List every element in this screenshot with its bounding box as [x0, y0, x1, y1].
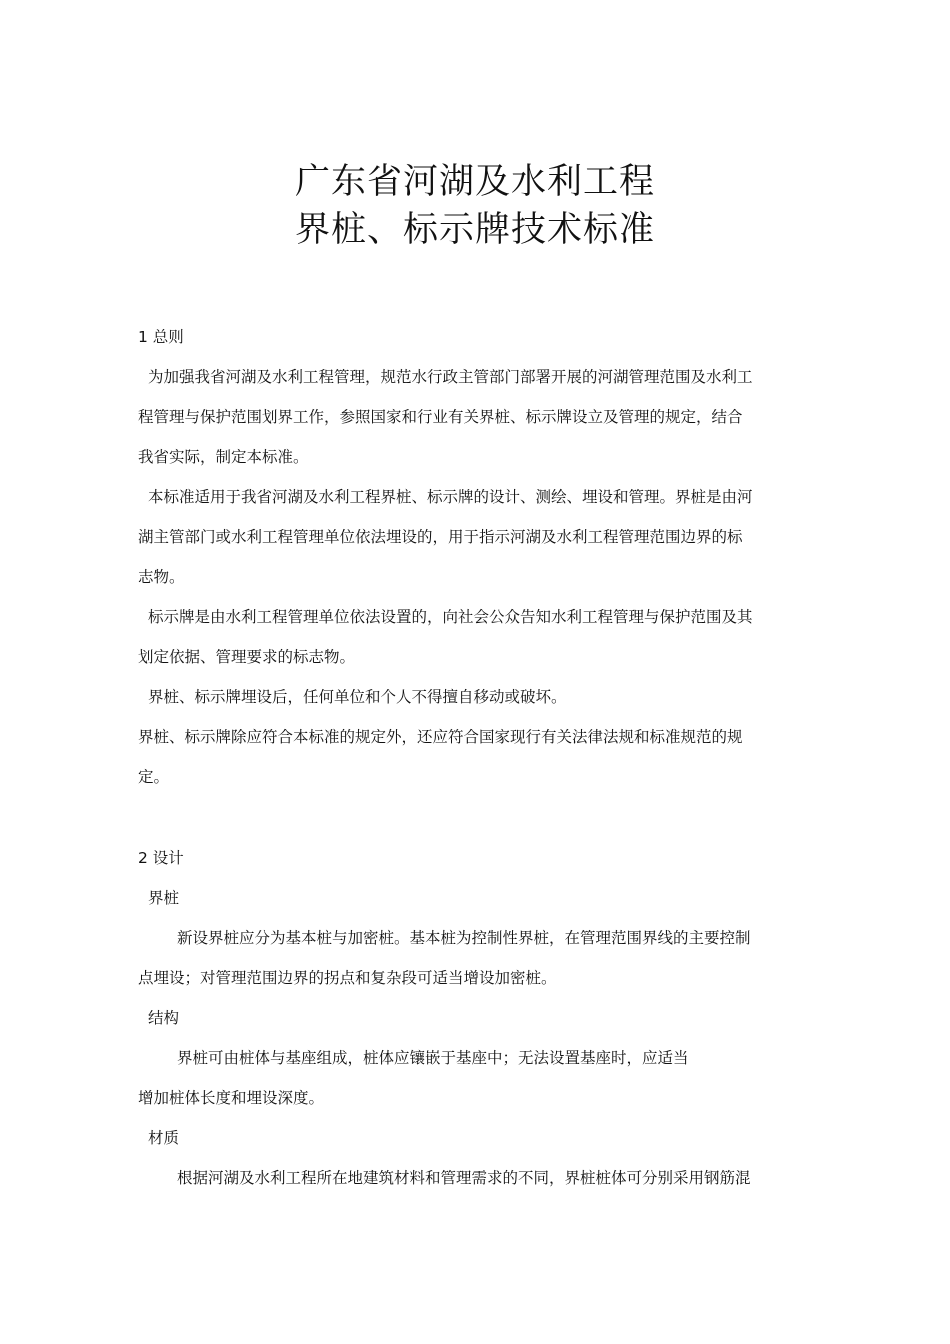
subsection-heading-material: 材质 [148, 1129, 180, 1147]
paragraph-line: 我省实际，制定本标准。 [138, 448, 309, 466]
paragraph-line: 新设界桩应分为基本桩与加密桩。基本桩为控制性界桩，在管理范围界线的主要控制 [177, 929, 751, 947]
paragraph-line: 根据河湖及水利工程所在地建筑材料和管理需求的不同，界桩桩体可分别采用钢筋混 [177, 1169, 751, 1187]
subsection-heading-boundary-pile: 界桩 [148, 889, 180, 907]
paragraph-line: 增加桩体长度和埋设深度。 [138, 1089, 325, 1107]
paragraph-line: 划定依据、管理要求的标志物。 [138, 648, 356, 666]
document-title-line-2: 界桩、标示牌技术标准 [294, 210, 655, 250]
paragraph-line: 界桩可由桩体与基座组成，桩体应镶嵌于基座中；无法设置基座时，应适当 [177, 1049, 689, 1067]
paragraph-line: 点埋设；对管理范围边界的拐点和复杂段可适当增设加密桩。 [138, 969, 557, 987]
paragraph-line: 标示牌是由水利工程管理单位依法设置的，向社会公众告知水利工程管理与保护范围及其 [148, 608, 753, 626]
paragraph-line: 界桩、标示牌除应符合本标准的规定外，还应符合国家现行有关法律法规和标准规范的规 [138, 728, 743, 746]
document-title-line-1: 广东省河湖及水利工程 [294, 162, 655, 202]
subsection-heading-structure: 结构 [148, 1009, 180, 1027]
paragraph-line: 志物。 [138, 568, 185, 586]
paragraph-line: 为加强我省河湖及水利工程管理，规范水行政主管部门部署开展的河湖管理范围及水利工 [148, 368, 753, 386]
section-1-heading: 1 总则 [138, 328, 184, 346]
paragraph-line: 本标准适用于我省河湖及水利工程界桩、标示牌的设计、测绘、埋设和管理。界桩是由河 [148, 488, 753, 506]
paragraph-line: 界桩、标示牌埋设后，任何单位和个人不得擅自移动或破坏。 [148, 688, 567, 706]
paragraph-line: 定。 [138, 768, 170, 786]
paragraph-line: 湖主管部门或水利工程管理单位依法埋设的，用于指示河湖及水利工程管理范围边界的标 [138, 528, 743, 546]
section-2-heading: 2 设计 [138, 849, 184, 867]
paragraph-line: 程管理与保护范围划界工作，参照国家和行业有关界桩、标示牌设立及管理的规定，结合 [138, 408, 743, 426]
